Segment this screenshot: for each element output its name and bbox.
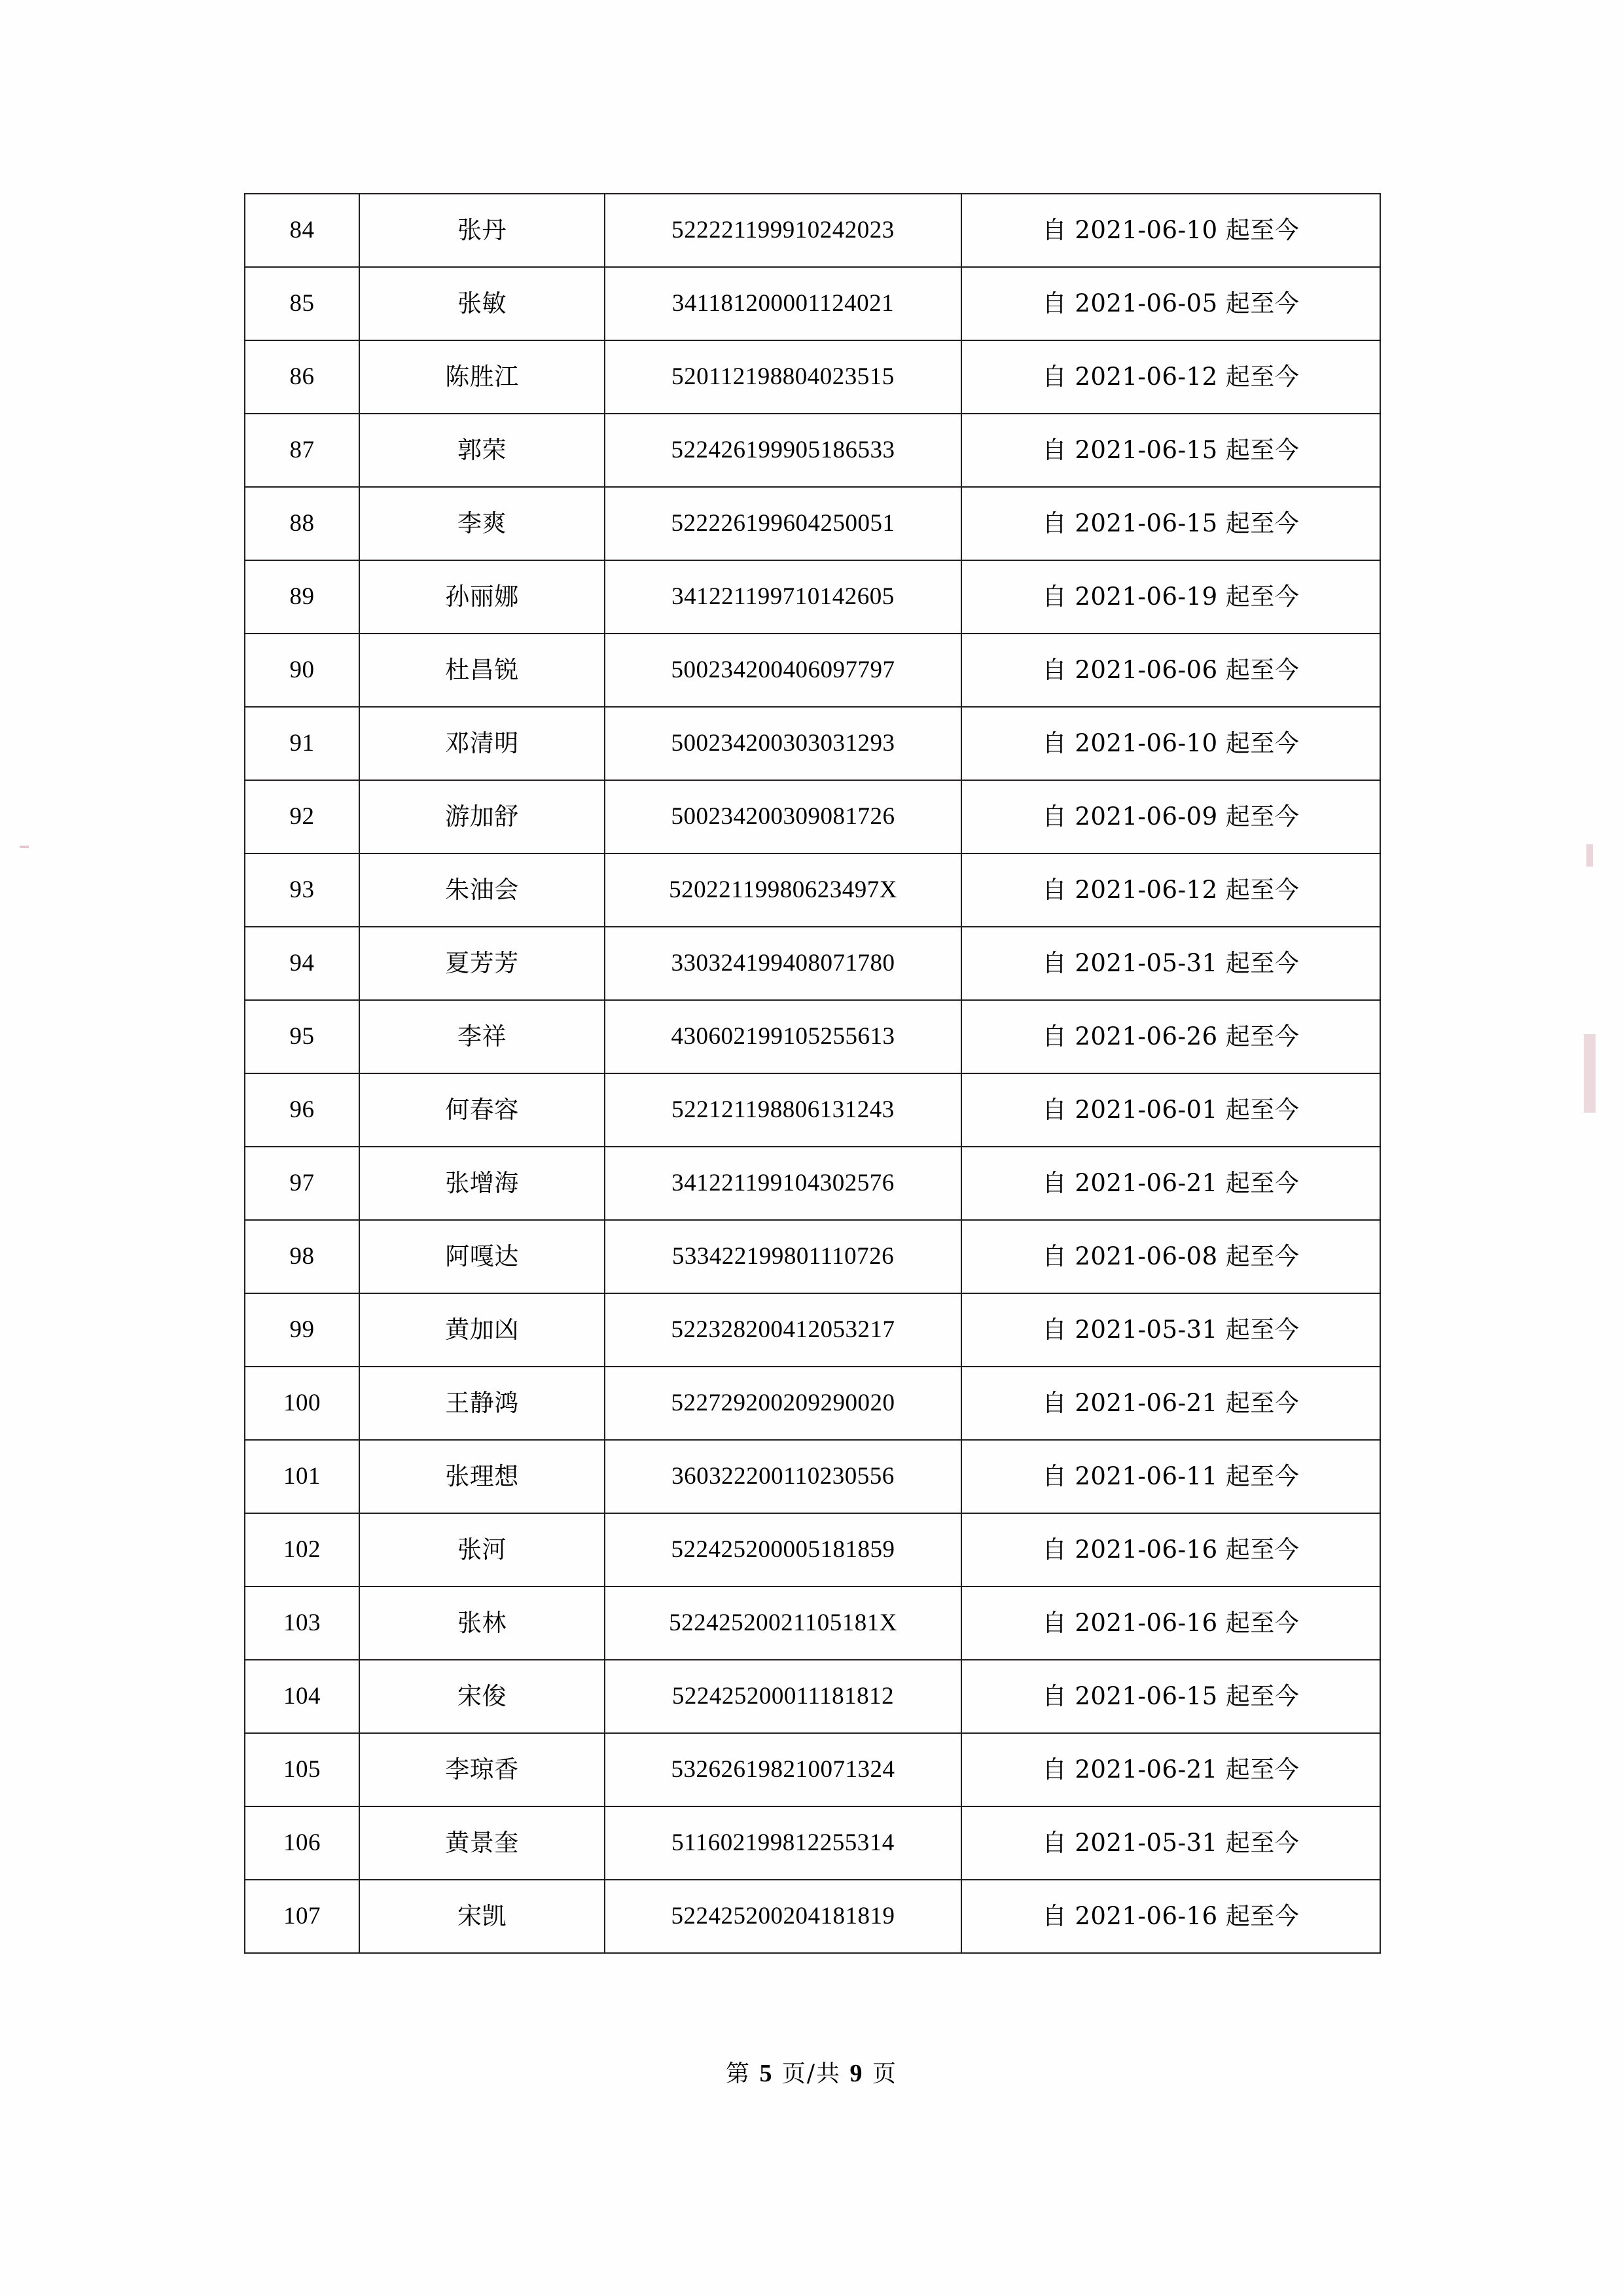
table-row [245,634,1380,707]
cell-id-number: 360322200110230556 [605,1440,961,1513]
cell-id-number: 341221199710142605 [605,560,961,634]
cell-name: 李琼香 [359,1733,605,1806]
cell-index: 89 [245,560,359,634]
table-row [245,194,1380,267]
cell-id-number: 330324199408071780 [605,927,961,1000]
registration-table [244,193,1381,1954]
cell-period: 自 2021-06-12 起至今 [961,340,1380,414]
table-row [245,487,1380,560]
cell-name: 黄加凶 [359,1293,605,1367]
cell-index: 99 [245,1293,359,1367]
cell-id-number: 341181200001124021 [605,267,961,340]
cell-period: 自 2021-06-10 起至今 [961,707,1380,780]
cell-name: 王静鸿 [359,1367,605,1440]
cell-name: 张林 [359,1587,605,1660]
table-row [245,927,1380,1000]
cell-index: 84 [245,194,359,267]
cell-id-number: 532626198210071324 [605,1733,961,1806]
table-row [245,267,1380,340]
table-row [245,1000,1380,1073]
table-row [245,707,1380,780]
cell-period: 自 2021-06-19 起至今 [961,560,1380,634]
table-row [245,1513,1380,1587]
cell-name: 张理想 [359,1440,605,1513]
table-row [245,414,1380,487]
cell-id-number: 430602199105255613 [605,1000,961,1073]
cell-period: 自 2021-06-10 起至今 [961,194,1380,267]
cell-period: 自 2021-06-26 起至今 [961,1000,1380,1073]
cell-name: 朱油会 [359,853,605,927]
cell-name: 陈胜江 [359,340,605,414]
cell-id-number: 341221199104302576 [605,1147,961,1220]
cell-name: 杜昌锐 [359,634,605,707]
cell-period: 自 2021-06-16 起至今 [961,1513,1380,1587]
cell-name: 郭荣 [359,414,605,487]
cell-index: 92 [245,780,359,853]
cell-name: 夏芳芳 [359,927,605,1000]
table-row [245,853,1380,927]
cell-name: 邓清明 [359,707,605,780]
cell-id-number: 522221199910242023 [605,194,961,267]
cell-name: 李爽 [359,487,605,560]
cell-id-number: 522226199604250051 [605,487,961,560]
cell-name: 宋凯 [359,1880,605,1953]
cell-period: 自 2021-06-15 起至今 [961,1660,1380,1733]
scan-artifact-right-2 [1584,1034,1596,1113]
cell-index: 96 [245,1073,359,1147]
table-row [245,1806,1380,1880]
cell-name: 张增海 [359,1147,605,1220]
cell-index: 95 [245,1000,359,1073]
footer-prefix: 第 [726,2060,751,2087]
cell-id-number: 522426199905186533 [605,414,961,487]
cell-name: 何春容 [359,1073,605,1147]
cell-period: 自 2021-06-21 起至今 [961,1147,1380,1220]
cell-period: 自 2021-06-21 起至今 [961,1367,1380,1440]
cell-index: 90 [245,634,359,707]
cell-period: 自 2021-06-21 起至今 [961,1733,1380,1806]
cell-index: 107 [245,1880,359,1953]
footer-suffix: 页 [872,2060,897,2087]
table-row [245,1147,1380,1220]
cell-index: 103 [245,1587,359,1660]
cell-name: 张敏 [359,267,605,340]
cell-index: 85 [245,267,359,340]
table-row [245,1367,1380,1440]
cell-period: 自 2021-06-01 起至今 [961,1073,1380,1147]
cell-id-number: 522121198806131243 [605,1073,961,1147]
cell-name: 宋俊 [359,1660,605,1733]
cell-period: 自 2021-06-06 起至今 [961,634,1380,707]
cell-name: 李祥 [359,1000,605,1073]
cell-id-number: 500234200309081726 [605,780,961,853]
cell-index: 93 [245,853,359,927]
cell-name: 黄景奎 [359,1806,605,1880]
footer-total-pages: 9 [849,2060,864,2087]
cell-index: 105 [245,1733,359,1806]
cell-index: 102 [245,1513,359,1587]
table-row [245,1880,1380,1953]
cell-period: 自 2021-06-15 起至今 [961,414,1380,487]
cell-period: 自 2021-05-31 起至今 [961,927,1380,1000]
cell-period: 自 2021-06-16 起至今 [961,1880,1380,1953]
table-row [245,1733,1380,1806]
cell-name: 张河 [359,1513,605,1587]
cell-name: 张丹 [359,194,605,267]
cell-id-number: 522425200011181812 [605,1660,961,1733]
cell-id-number: 52242520021105181X [605,1587,961,1660]
cell-period: 自 2021-06-16 起至今 [961,1587,1380,1660]
table-row [245,1220,1380,1293]
footer-page-number: 5 [759,2060,774,2087]
cell-index: 104 [245,1660,359,1733]
cell-id-number: 511602199812255314 [605,1806,961,1880]
table-row [245,340,1380,414]
cell-index: 106 [245,1806,359,1880]
cell-index: 94 [245,927,359,1000]
cell-period: 自 2021-06-08 起至今 [961,1220,1380,1293]
cell-id-number: 500234200406097797 [605,634,961,707]
page-footer [0,2055,1623,2089]
cell-name: 游加舒 [359,780,605,853]
cell-index: 97 [245,1147,359,1220]
table-row [245,1440,1380,1513]
cell-period: 自 2021-05-31 起至今 [961,1293,1380,1367]
cell-index: 91 [245,707,359,780]
cell-id-number: 522425200005181859 [605,1513,961,1587]
cell-period: 自 2021-06-05 起至今 [961,267,1380,340]
cell-index: 88 [245,487,359,560]
table-row [245,1073,1380,1147]
table-row [245,560,1380,634]
cell-id-number: 520112198804023515 [605,340,961,414]
table-row [245,780,1380,853]
footer-middle: 页/共 [781,2060,842,2087]
cell-index: 101 [245,1440,359,1513]
cell-id-number: 522425200204181819 [605,1880,961,1953]
cell-name: 阿嘎达 [359,1220,605,1293]
cell-id-number: 52022119980623497X [605,853,961,927]
cell-id-number: 533422199801110726 [605,1220,961,1293]
scan-artifact-right-1 [1586,844,1593,867]
cell-index: 100 [245,1367,359,1440]
cell-name: 孙丽娜 [359,560,605,634]
cell-index: 98 [245,1220,359,1293]
cell-period: 自 2021-05-31 起至今 [961,1806,1380,1880]
cell-index: 86 [245,340,359,414]
table-row [245,1293,1380,1367]
table-body [245,194,1380,1953]
cell-id-number: 522729200209290020 [605,1367,961,1440]
cell-id-number: 500234200303031293 [605,707,961,780]
cell-period: 自 2021-06-15 起至今 [961,487,1380,560]
table-row [245,1587,1380,1660]
cell-period: 自 2021-06-09 起至今 [961,780,1380,853]
cell-period: 自 2021-06-11 起至今 [961,1440,1380,1513]
scan-artifact-left [20,846,29,848]
cell-index: 87 [245,414,359,487]
table-row [245,1660,1380,1733]
cell-period: 自 2021-06-12 起至今 [961,853,1380,927]
cell-id-number: 522328200412053217 [605,1293,961,1367]
